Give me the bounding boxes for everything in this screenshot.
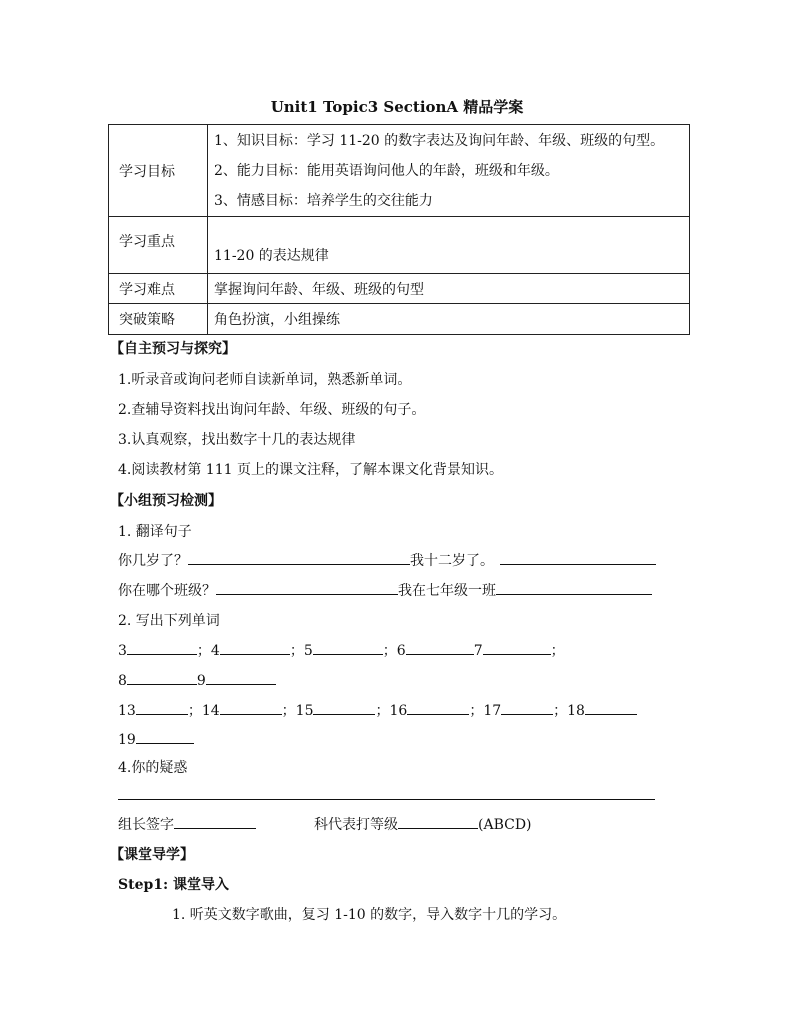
word-blank[interactable] [206,670,276,685]
separator: ； [375,703,390,719]
number-label: 18 [567,703,585,719]
signature-row [118,814,532,834]
word-row-1 [118,640,565,660]
sentence-row-2 [118,580,652,600]
sentence-class-question: 你在哪个班级？ [118,583,216,599]
word-row-2 [118,670,276,689]
separator: ； [382,643,397,659]
word-blank[interactable] [585,700,637,715]
check-heading: 【小组预习检测】 [110,493,222,509]
page-title: Unit1 Topic3 SectionA 精品学案 [270,98,524,116]
separator: ； [196,643,211,659]
answer-blank[interactable] [500,550,656,565]
word-blank[interactable] [220,700,282,715]
question-translate: 1. 翻译句子 [118,524,192,540]
separator: ； [550,643,565,659]
leader-sign-blank[interactable] [174,814,256,829]
goal-knowledge: 1、知识目标：学习 11-20 的数字表达及询问年龄、年级、班级的句型。 [214,132,665,149]
question-doubts: 4.你的疑惑 [118,760,188,776]
sentence-class-answer: 我在七年级一班 [398,583,496,599]
grade-label: 科代表打等级 [314,817,398,833]
number-label: 17 [483,703,502,719]
separator: ； [289,643,304,659]
word-blank[interactable] [136,700,188,715]
preview-item-2: 2.查辅导资料找出询问年龄、年级、班级的句子。 [118,402,426,418]
table-row-focus [109,217,690,274]
number-label: 13 [118,703,136,719]
number-label: 5 [303,643,313,659]
focus-label: 学习重点 [109,217,208,274]
difficulty-label: 学习难点 [109,274,208,304]
word-blank[interactable] [220,640,290,655]
word-row-4 [118,729,194,748]
answer-blank[interactable] [216,580,398,595]
difficulty-value: 掌握询问年龄、年级、班级的句型 [208,274,690,304]
goals-cell [208,125,690,217]
word-blank[interactable] [136,729,194,744]
objectives-table [108,124,690,335]
sentence-row-1 [118,550,656,570]
classroom-heading: 【课堂导学】 [110,847,194,863]
doubts-answer-line[interactable] [118,799,655,800]
number-label: 3 [118,643,127,659]
word-blank[interactable] [313,640,383,655]
word-blank[interactable] [406,640,474,655]
preview-item-3: 3.认真观察，找出数字十几的表达规律 [118,432,356,448]
table-row-goals [109,125,690,217]
goal-ability: 2、能力目标：能用英语询问他人的年龄，班级和年级。 [214,162,559,179]
separator: ； [187,703,202,719]
separator: ； [469,703,484,719]
word-blank[interactable] [313,700,375,715]
strategy-label: 突破策略 [109,304,208,335]
number-label: 8 [118,673,127,689]
separator: ； [553,703,568,719]
goals-label: 学习目标 [109,125,208,217]
word-blank[interactable] [127,670,197,685]
number-label: 16 [389,703,408,719]
strategy-value: 角色扮演，小组操练 [208,304,690,335]
step1-item-1: 1. 听英文数字歌曲，复习 1-10 的数字，导入数字十几的学习。 [172,907,567,923]
grade-blank[interactable] [398,814,478,829]
sentence-age-question: 你几岁了？ [118,553,188,569]
preview-item-4: 4.阅读教材第 111 页上的课文注释，了解本课文化背景知识。 [118,462,503,478]
table-row-strategy [109,304,690,335]
word-row-3 [118,700,637,720]
word-blank[interactable] [407,700,469,715]
focus-value: 11-20 的表达规律 [208,217,690,274]
word-blank[interactable] [127,640,197,655]
preview-heading: 【自主预习与探究】 [110,341,236,357]
sentence-age-answer: 我十二岁了。 [410,553,494,569]
separator: ； [281,703,296,719]
word-blank[interactable] [501,700,553,715]
question-write-words: 2. 写出下列单词 [118,613,220,629]
number-label: 7 [473,643,483,659]
answer-blank[interactable] [496,580,652,595]
number-label: 6 [396,643,406,659]
table-row-difficulty [109,274,690,304]
number-label: 15 [295,703,314,719]
leader-sign-label: 组长签字 [118,817,174,833]
preview-item-1: 1.听录音或询问老师自读新单词，熟悉新单词。 [118,372,412,388]
step1-heading: Step1: 课堂导入 [118,877,230,893]
number-label: 4 [210,643,220,659]
word-blank[interactable] [483,640,551,655]
number-label: 19 [118,732,136,748]
grade-options: (ABCD) [478,817,532,833]
goal-emotion: 3、情感目标：培养学生的交往能力 [214,192,433,209]
number-label: 14 [201,703,220,719]
number-label: 9 [196,673,206,689]
answer-blank[interactable] [188,550,410,565]
